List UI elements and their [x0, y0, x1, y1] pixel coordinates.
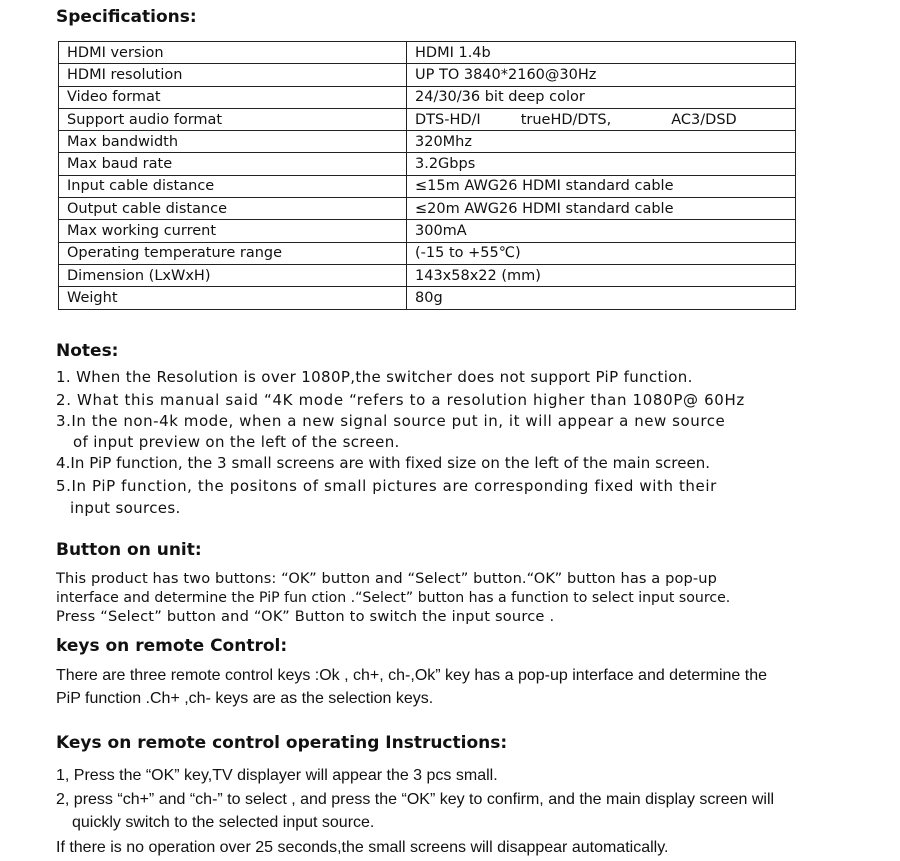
spec-value: 24/30/36 bit deep color [407, 86, 796, 108]
spec-key: Dimension (LxWxH) [59, 264, 407, 286]
note-line: 3.In the non-4k mode, when a new signal source put in, it will appear a new source [56, 412, 726, 430]
note-line: 2. What this manual said “4K mode “refers to a resolution higher than 1080P@ 60Hz [56, 391, 745, 409]
instruction-line: 2, press “ch+” and “ch-” to select , and press the “OK” key to confirm, and the main display screen will [56, 791, 775, 808]
specifications-heading: Specifications: [56, 7, 197, 27]
spec-value-part: AC3/DSD [671, 111, 737, 128]
button-line: interface and determine the PiP fun ction .“Select” button has a function to select input source. [56, 590, 731, 606]
instruction-line: quickly switch to the selected input source. [72, 814, 375, 831]
spec-key: HDMI version [59, 42, 407, 64]
remote-keys-heading: keys on remote Control: [56, 636, 288, 656]
spec-value: HDMI 1.4b [407, 42, 796, 64]
spec-row [59, 86, 796, 108]
spec-value-part: DTS-HD/I [415, 111, 481, 128]
spec-key: HDMI resolution [59, 64, 407, 86]
spec-value: ≤20m AWG26 HDMI standard cable [407, 198, 796, 220]
note-line: 1. When the Resolution is over 1080P,the switcher does not support PiP function. [56, 368, 693, 386]
spec-value-part: trueHD/DTS, [520, 111, 612, 128]
spec-row [59, 242, 796, 264]
note-line: input sources. [70, 499, 181, 517]
spec-key: Input cable distance [59, 175, 407, 197]
instruction-line: 1, Press the “OK” key,TV displayer will appear the 3 pcs small. [56, 767, 498, 784]
spec-value: ≤15m AWG26 HDMI standard cable [407, 175, 796, 197]
remote-keys-line: There are three remote control keys :Ok , ch+, ch-,Ok” key has a pop-up interface and determine the [56, 667, 768, 684]
button-line: This product has two buttons: “OK” button and “Select” button.“OK” button has a pop-up [56, 570, 717, 587]
spec-row [59, 287, 796, 309]
spec-row [59, 131, 796, 153]
instruction-line: If there is no operation over 25 seconds,the small screens will disappear automatically. [56, 839, 669, 856]
remote-keys-line: PiP function .Ch+ ,ch- keys are as the selection keys. [56, 690, 434, 707]
spec-value: 143x58x22 (mm) [407, 264, 796, 286]
spec-value: 80g [407, 287, 796, 309]
spec-key: Max bandwidth [59, 131, 407, 153]
spec-key: Video format [59, 86, 407, 108]
spec-row [59, 64, 796, 86]
spec-key: Max working current [59, 220, 407, 242]
spec-row [59, 175, 796, 197]
spec-key: Weight [59, 287, 407, 309]
note-line: 4.In PiP function, the 3 small screens are with fixed size on the left of the main screen. [56, 454, 711, 472]
spec-table [58, 41, 796, 310]
spec-value: (-15 to +55℃) [407, 242, 796, 264]
spec-row [59, 108, 796, 130]
spec-row [59, 153, 796, 175]
spec-key: Operating temperature range [59, 242, 407, 264]
button-on-unit-heading: Button on unit: [56, 540, 202, 560]
spec-value: 320Mhz [407, 131, 796, 153]
button-line: Press “Select” button and “OK” Button to switch the input source . [56, 608, 555, 625]
note-line: 5.In PiP function, the positons of small pictures are corresponding fixed with their [56, 477, 717, 495]
spec-key: Output cable distance [59, 198, 407, 220]
spec-row [59, 198, 796, 220]
spec-key: Support audio format [59, 108, 407, 130]
instructions-heading: Keys on remote control operating Instructions: [56, 733, 508, 753]
spec-row [59, 220, 796, 242]
spec-row [59, 42, 796, 64]
spec-row [59, 264, 796, 286]
notes-heading: Notes: [56, 341, 119, 361]
note-line: of input preview on the left of the screen. [73, 433, 400, 451]
spec-key: Max baud rate [59, 153, 407, 175]
spec-value: UP TO 3840*2160@30Hz [407, 64, 796, 86]
spec-value: 300mA [407, 220, 796, 242]
spec-value: 3.2Gbps [407, 153, 796, 175]
spec-value [407, 108, 796, 130]
